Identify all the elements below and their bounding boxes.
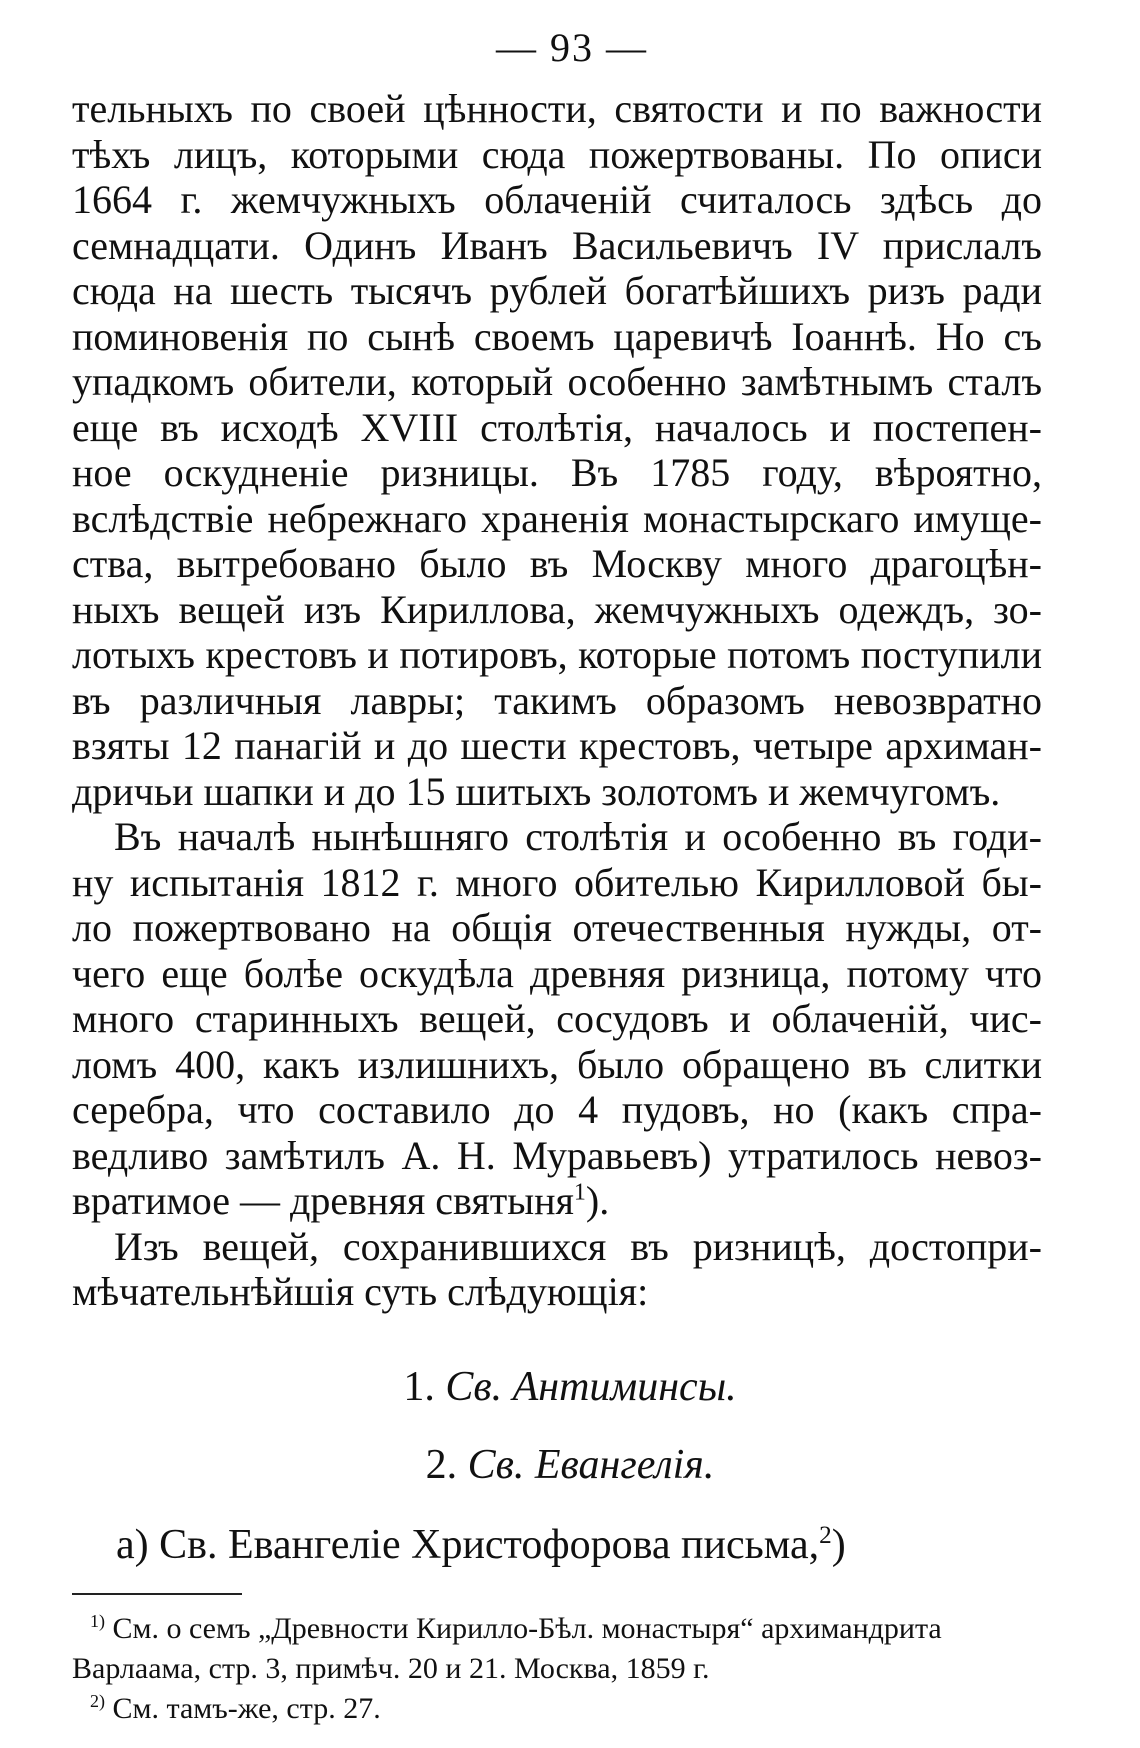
heading-number: 1. — [403, 1363, 435, 1410]
heading-title: Св. Евангелія. — [467, 1441, 715, 1488]
body-text — [72, 86, 1042, 1315]
text-line: Изъ вещей, сохранившихся въ ризницѣ, достопри- — [114, 1223, 1042, 1269]
text-line: ства, вытребовано было въ Москву много драгоцѣн- — [72, 541, 1042, 586]
text-line: дричьи шапки и до 15 шитыхъ золотомъ и жемчугомъ. — [72, 768, 1001, 814]
footnote-continuation — [72, 1649, 1042, 1689]
list-item-text: а) Св. Евангеліе Христофорова письма, — [116, 1521, 820, 1568]
text-line: поминовенія по сынѣ своемъ царевичѣ Іоаннѣ. Но съ — [72, 313, 1042, 359]
text-line: ну испытанія 1812 г. много обителью Кирилловой бы- — [72, 859, 1042, 905]
text-fragment: ). — [585, 1178, 610, 1223]
text-line: много старинныхъ вещей, сосудовъ и облаченій, чис- — [72, 996, 1042, 1041]
text-line: вслѣдствіе небрежнаго храненія монастырскаго имуще- — [72, 495, 1042, 541]
text-line: чего еще болѣе оскудѣла древняя ризница, потому что — [72, 950, 1042, 996]
footnote-text: См. тамъ-же, стр. 27. — [112, 1691, 381, 1725]
page-number: — 93 — — [496, 25, 648, 70]
text-line: тельныхъ по своей цѣнности, святости и по важности — [72, 86, 1042, 131]
footnote-ref-2[interactable]: 2 — [819, 1521, 832, 1549]
footnotes — [72, 1609, 1042, 1729]
text-line: взяты 12 панагій и до шести крестовъ, четыре архиман- — [72, 723, 1042, 768]
heading-title: Св. Антиминсы. — [445, 1363, 737, 1410]
section-heading — [98, 1437, 1042, 1493]
text-line: Въ началѣ нынѣшняго столѣтія и особенно въ годи- — [114, 814, 1042, 859]
footnote-marker: 1) — [90, 1610, 105, 1631]
text-line: мѣчательнѣйшія суть слѣдующія: — [72, 1269, 649, 1314]
text-line: ное оскудненіе ризницы. Въ 1785 году, вѣроятно, — [72, 450, 1042, 495]
text-line: семнадцати. Одинъ Иванъ Васильевичъ IV прислалъ — [72, 222, 1042, 268]
footnote — [72, 1609, 1042, 1649]
text-line-with-footnote — [72, 1178, 1042, 1224]
text-line: упадкомъ обители, который особенно замѣтнымъ сталъ — [72, 359, 1042, 404]
text-fragment: вратимое — древняя святыня — [72, 1178, 574, 1223]
footnote-marker: 2) — [90, 1690, 105, 1711]
footnote-text: См. о семъ „Древности Кирилло-Бѣл. монастыря“ архимандрита — [112, 1611, 942, 1645]
text-line: тѣхъ лицъ, которыми сюда пожертвованы. По описи — [72, 131, 1042, 177]
footnote-text: Варлаама, стр. 3, примѣч. 20 и 21. Москва, 1859 г. — [72, 1651, 710, 1685]
text-line: лотыхъ крестовъ и потировъ, которые потомъ поступили — [72, 632, 1042, 677]
footnote-ref-1[interactable]: 1 — [573, 1179, 586, 1206]
text-line: еще въ исходѣ XVIII столѣтія, началось и постепен- — [72, 404, 1042, 450]
section-heading — [98, 1359, 1042, 1415]
text-line: сюда на шесть тысячъ рублей богатѣйшихъ ризъ ради — [72, 268, 1042, 313]
heading-number: 2. — [425, 1441, 458, 1488]
text-line: 1664 г. жемчужныхъ облаченій считалось здѣсь до — [72, 177, 1042, 222]
list-item-tail: ) — [831, 1521, 846, 1568]
footnote — [72, 1689, 1042, 1729]
text-line: въ различныя лавры; такимъ образомъ невозвратно — [72, 677, 1042, 723]
text-line: ныхъ вещей изъ Кириллова, жемчужныхъ одеждъ, зо- — [72, 586, 1042, 632]
text-line: ведливо замѣтилъ А. Н. Муравьевъ) утратилось невоз- — [72, 1132, 1042, 1178]
list-item — [72, 1519, 1042, 1571]
text-line: ломъ 400, какъ излишнихъ, было обращено въ слитки — [72, 1041, 1042, 1087]
footnote-divider — [72, 1593, 242, 1595]
page — [72, 24, 1042, 1729]
text-line: серебра, что составило до 4 пудовъ, но (какъ спра- — [72, 1087, 1042, 1132]
text-line: ло пожертвовано на общія отечественныя нужды, от- — [72, 905, 1042, 950]
